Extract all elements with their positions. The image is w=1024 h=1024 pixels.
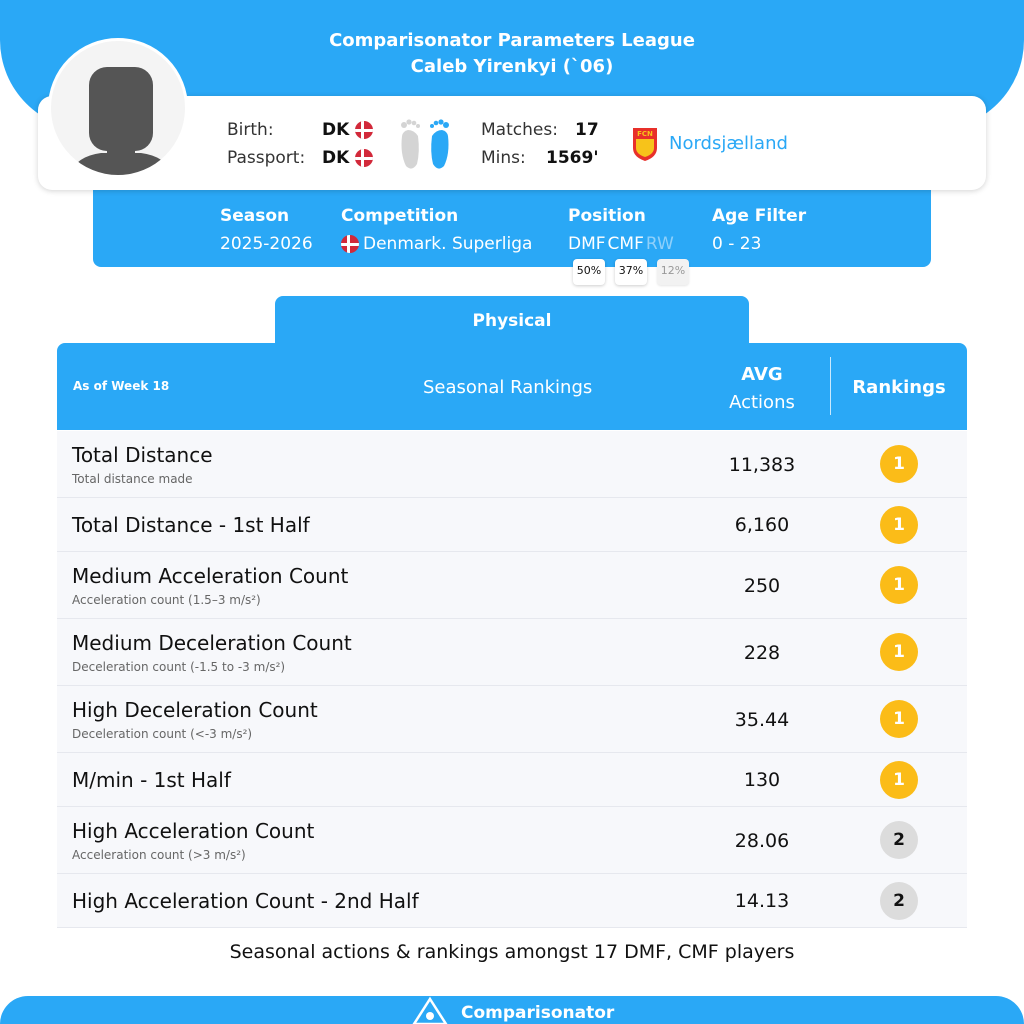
metric-name: High Acceleration Count bbox=[72, 819, 315, 843]
player-silhouette-icon bbox=[51, 41, 188, 178]
competition-value[interactable] bbox=[341, 234, 532, 254]
metric-name: Total Distance - 1st Half bbox=[72, 513, 310, 537]
passport-label: Passport: bbox=[227, 148, 306, 168]
table-row bbox=[57, 753, 967, 807]
competition-label: Competition bbox=[341, 206, 459, 226]
table-row bbox=[57, 552, 967, 619]
denmark-flag-icon bbox=[355, 121, 373, 139]
position-label: Position bbox=[568, 206, 646, 226]
metric-avg: 130 bbox=[743, 769, 781, 791]
filter-bar bbox=[93, 190, 931, 267]
matches-label: Matches: bbox=[481, 120, 558, 140]
metric-description: Deceleration count (-1.5 to -3 m/s²) bbox=[72, 660, 286, 674]
club-link[interactable]: Nordsjælland bbox=[669, 133, 788, 154]
matches-value: 17 bbox=[575, 120, 599, 140]
position-values bbox=[568, 234, 674, 254]
position-dmf-pct: 50% bbox=[573, 259, 605, 285]
metric-avg: 35.44 bbox=[734, 709, 790, 731]
metric-avg: 250 bbox=[743, 575, 781, 597]
table-row bbox=[57, 874, 967, 928]
metric-avg: 28.06 bbox=[734, 830, 790, 852]
metric-avg: 228 bbox=[743, 642, 781, 664]
table-row bbox=[57, 498, 967, 552]
rank-badge: 1 bbox=[880, 566, 918, 604]
player-name: Caleb Yirenkyi (`06) bbox=[410, 56, 614, 77]
position-dmf[interactable]: DMF bbox=[568, 234, 606, 254]
metric-name: Medium Deceleration Count bbox=[72, 631, 352, 655]
position-cmf-pct: 37% bbox=[615, 259, 647, 285]
denmark-flag-icon bbox=[355, 149, 373, 167]
metric-description: Acceleration count (>3 m/s²) bbox=[72, 848, 246, 862]
rank-badge: 1 bbox=[880, 700, 918, 738]
rank-badge: 1 bbox=[880, 445, 918, 483]
mins-label: Mins: bbox=[481, 148, 526, 168]
mins-value: 1569' bbox=[546, 148, 599, 168]
comparisonator-logo-icon bbox=[410, 996, 450, 1024]
metric-name: High Deceleration Count bbox=[72, 698, 318, 722]
birth-country: DK bbox=[322, 120, 350, 140]
footer-note: Seasonal actions & rankings amongst 17 DMF, CMF players bbox=[229, 941, 795, 963]
table-row bbox=[57, 619, 967, 686]
rank-badge: 2 bbox=[880, 821, 918, 859]
rank-badge: 2 bbox=[880, 882, 918, 920]
position-cmf[interactable]: CMF bbox=[607, 234, 644, 254]
brand-name: Comparisonator bbox=[461, 1003, 615, 1023]
rank-badge: 1 bbox=[880, 506, 918, 544]
table-row bbox=[57, 431, 967, 498]
table-header bbox=[57, 343, 967, 430]
avg-column-header bbox=[707, 361, 817, 417]
competition-name: Denmark. Superliga bbox=[363, 234, 533, 254]
rank-badge: 1 bbox=[880, 633, 918, 671]
tab-physical[interactable]: Physical bbox=[275, 296, 749, 346]
passport-country: DK bbox=[322, 148, 350, 168]
metric-avg: 11,383 bbox=[728, 454, 796, 476]
metric-name: High Acceleration Count - 2nd Half bbox=[72, 889, 419, 913]
metric-avg: 14.13 bbox=[734, 890, 790, 912]
birth-label: Birth: bbox=[227, 120, 274, 140]
denmark-flag-icon bbox=[341, 235, 359, 253]
header-divider bbox=[830, 357, 831, 415]
actions-label: Actions bbox=[729, 392, 795, 413]
season-label: Season bbox=[220, 206, 290, 226]
league-title: Comparisonator Parameters League bbox=[329, 30, 695, 51]
week-label: As of Week 18 bbox=[73, 379, 170, 393]
footedness-icon bbox=[394, 112, 456, 174]
season-value[interactable]: 2025-2026 bbox=[220, 234, 313, 254]
rankings-column-header: Rankings bbox=[852, 377, 946, 398]
table-subtitle: Seasonal Rankings bbox=[423, 377, 593, 398]
position-rw[interactable]: RW bbox=[645, 234, 674, 254]
age-filter-label: Age Filter bbox=[712, 206, 807, 226]
position-rw-pct: 12% bbox=[657, 259, 689, 285]
metric-description: Total distance made bbox=[72, 472, 193, 486]
age-filter-value[interactable]: 0 - 23 bbox=[712, 234, 762, 254]
avg-label: AVG bbox=[741, 364, 783, 385]
passport-value bbox=[322, 148, 373, 168]
metric-name: M/min - 1st Half bbox=[72, 768, 231, 792]
metric-name: Medium Acceleration Count bbox=[72, 564, 349, 588]
metric-description: Deceleration count (<-3 m/s²) bbox=[72, 727, 253, 741]
birth-value bbox=[322, 120, 373, 140]
rank-badge: 1 bbox=[880, 761, 918, 799]
metric-description: Acceleration count (1.5–3 m/s²) bbox=[72, 593, 261, 607]
table-row bbox=[57, 807, 967, 874]
metric-avg: 6,160 bbox=[734, 514, 790, 536]
avatar bbox=[48, 38, 188, 178]
metric-name: Total Distance bbox=[72, 443, 213, 467]
table-row bbox=[57, 686, 967, 753]
club-crest-text: FCN bbox=[637, 130, 653, 138]
club-crest-icon bbox=[630, 126, 660, 162]
